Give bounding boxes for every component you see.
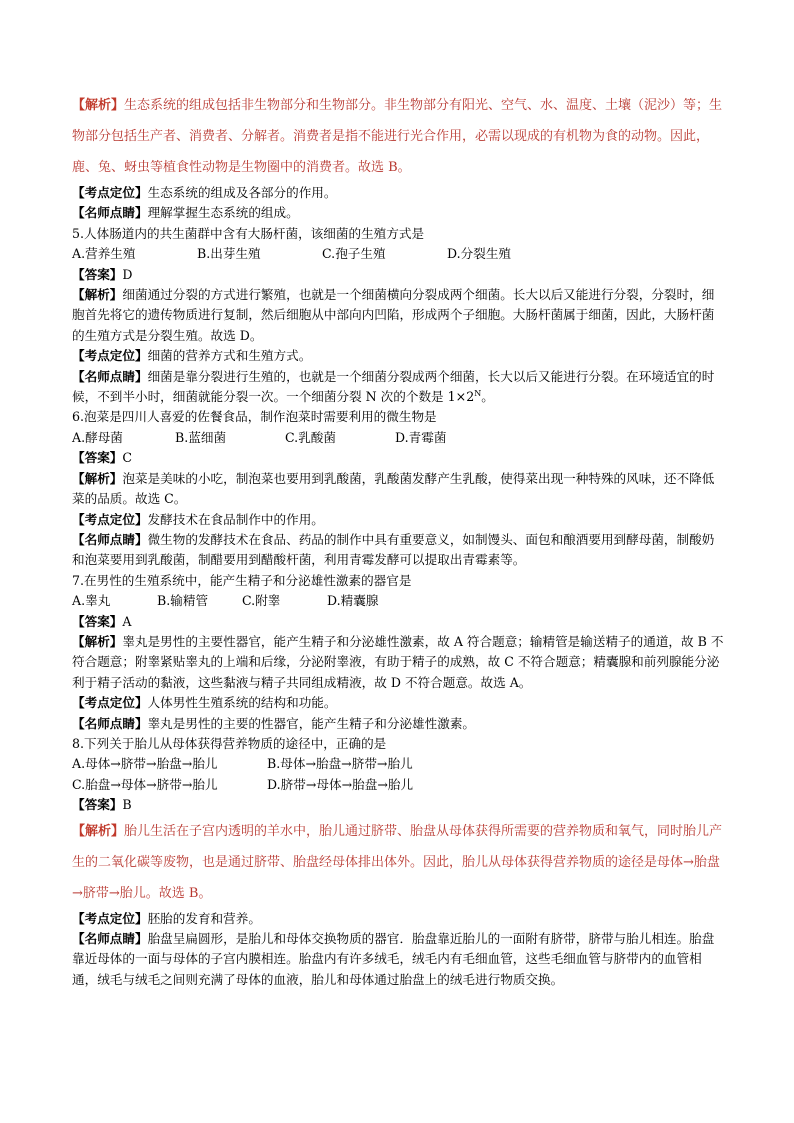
q4-point: 【考点定位】生态系统的组成及各部分的作用。: [72, 185, 337, 200]
document-page: [72, 90, 724, 990]
q4-analysis: 【解析】生态系统的组成包括非生物部分和生物部分。非生物部分有阳光、空气、水、温度、土壤（泥沙）等；生物部分包括生产者、消费者、分解者。消费者是指不能进行光合作用，必需以现成的有机物为食的动物。因此，鹿、兔、蚜虫等植食性动物是生物圈中的消费者。故选 B。: [72, 98, 723, 175]
q8-option-c: C.胎盘→母体→脐带→胎儿: [72, 776, 218, 792]
q8-answer: 【答案】B: [72, 797, 132, 813]
q7-option-b: B.输精管: [157, 593, 209, 609]
q6-point: 【考点定位】发酵技术在食品制作中的作用。: [72, 511, 324, 527]
q6-stem: 6.泡菜是四川人喜爱的佐餐食品，制作泡菜时需要利用的微生物是: [72, 409, 437, 425]
q7-analysis: 【解析】睾丸是男性的主要性器官，能产生精子和分泌雄性激素，故 A 符合题意；输精管是输送精子的通道，故 B 不符合题意；附睾紧贴睾丸的上端和后缘，分泌附睾液，有助于精子的成熟，故 C 不符合题意；精囊腺和前列腺能分泌利于精子活动的黏液，这些黏液与精子共同组成精液，故 D 不符合题意。故选 A。: [72, 633, 724, 690]
q6-tip: 【名师点睛】微生物的发酵技术在食品、药品的制作中具有重要意义，如制馒头、面包和酿酒要用到酵母菌，制酸奶和泡菜要用到乳酸菌，制醋要用到醋酸杆菌，利用青霉发酵可以提取出青霉素等。: [72, 531, 715, 568]
q7-option-a: A.睾丸: [72, 593, 111, 609]
q5-stem: 5.人体肠道内的共生菌群中含有大肠杆菌，该细菌的生殖方式是: [72, 225, 425, 241]
q6-analysis: 【解析】泡菜是美味的小吃，制泡菜也要用到乳酸菌，乳酸菌发酵产生乳酸，使得菜出现一种特殊的风味，还不降低菜的品质。故选 C。: [72, 470, 715, 507]
q7-answer: 【答案】A: [72, 613, 132, 629]
q5-tip: 【名师点睛】细菌是靠分裂进行生殖的，也就是一个细菌分裂成两个细菌，长大以后又能进行分裂。在环境适宜的时候，不到半小时，细菌就能分裂一次。一个细菌分裂 N 次的个数是 $1\times 2^N$。: [72, 368, 715, 405]
q8-options-row1: [72, 754, 724, 774]
q7-options: [72, 591, 724, 611]
q4-tip: 【名师点睛】理解掌握生态系统的组成。: [72, 205, 299, 221]
q5-point: 【考点定位】细菌的营养方式和生殖方式。: [72, 348, 312, 364]
q5-option-a: A.营养生殖: [72, 246, 136, 262]
q8-analysis: 【解析】胎儿生活在子宫内透明的羊水中，胎儿通过脐带、胎盘从母体获得所需要的营养物质和氧气，同时胎儿产生的二氧化碳等废物，也是通过脐带、胎盘经母体排出体外。因此，胎儿从母体获得营养物质的途径是母体→胎盘→脐带→胎儿。故选 B。: [72, 823, 723, 901]
q8-option-b: B.母体→胎盘→脐带→胎儿: [267, 756, 413, 772]
q5-options: [72, 244, 724, 264]
q7-point: 【考点定位】人体男性生殖系统的结构和功能。: [72, 695, 337, 711]
q8-option-d: D.脐带→母体→胎盘→胎儿: [267, 776, 414, 792]
q6-option-b: B.蓝细菌: [175, 429, 227, 445]
q5-option-b: B.出芽生殖: [197, 246, 261, 262]
q8-option-a: A.母体→脐带→胎盘→胎儿: [72, 756, 218, 772]
q6-options: [72, 428, 724, 448]
q5-answer: 【答案】D: [72, 266, 133, 282]
q8-stem: 8.下列关于胎儿从母体获得营养物质的途径中，正确的是: [72, 735, 387, 751]
q6-option-a: A.酵母菌: [72, 429, 123, 445]
q8-tip: 【名师点睛】胎盘呈扁圆形，是胎儿和母体交换物质的器官．胎盘靠近胎儿的一面附有脐带，脐带与胎儿相连。胎盘靠近母体的一面与母体的子宫内膜相连。胎盘内有许多绒毛，绒毛内有毛细血管，这些毛细血管与脐带内的血管相通，绒毛与绒毛之间则充满了母体的血液，胎儿和母体通过胎盘上的绒毛进行物质交换。: [72, 931, 715, 987]
q6-option-c: C.乳酸菌: [285, 429, 336, 445]
q8-point: 【考点定位】胚胎的发育和营养。: [72, 910, 261, 926]
q5-option-c: C.孢子生殖: [322, 246, 386, 262]
q6-option-d: D.青霉菌: [395, 429, 447, 445]
q5-analysis: 【解析】细菌通过分裂的方式进行繁殖，也就是一个细菌横向分裂成两个细菌。长大以后又能进行分裂，分裂时，细胞首先将它的遗传物质进行复制，然后细胞从中部向内凹陷，形成两个子细胞。大肠杆菌属于细菌，因此，大肠杆菌的生殖方式是分裂生殖。故选 D。: [72, 287, 715, 343]
q5-option-d: D.分裂生殖: [447, 246, 512, 262]
q7-option-c: C.附睾: [242, 593, 281, 609]
q7-option-d: D.精囊腺: [327, 593, 379, 609]
q7-stem: 7.在男性的生殖系统中，能产生精子和分泌雄性激素的器官是: [72, 572, 412, 588]
q6-answer: 【答案】C: [72, 450, 133, 466]
q7-tip: 【名师点睛】睾丸是男性的主要的性器官，能产生精子和分泌雄性激素。: [72, 715, 475, 731]
q8-options-row2: [72, 775, 724, 795]
